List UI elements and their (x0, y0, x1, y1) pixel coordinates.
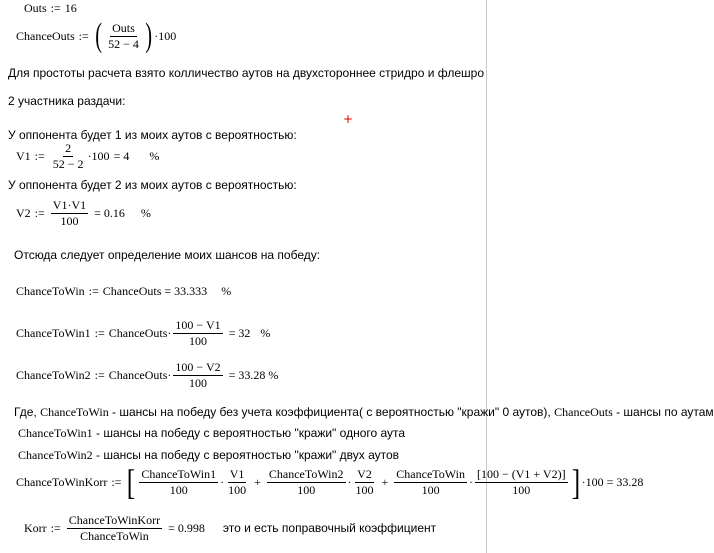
denominator: 100 (60, 213, 79, 228)
v2-var: V2 (16, 205, 31, 220)
denominator: 100 (512, 482, 531, 497)
korr-eq-var: ChanceToWinKorr (16, 474, 108, 489)
numerator: ChanceToWin2 (268, 466, 344, 481)
fraction (106, 22, 141, 51)
v2-equation[interactable] (16, 196, 151, 230)
korr-comment: это и есть поправочный коэффициент (222, 521, 437, 535)
text-region-v1[interactable]: У оппонента будет 1 из моих аутов с вероятностью: (8, 128, 297, 142)
fraction (475, 468, 568, 497)
left-bracket: [ (127, 462, 136, 502)
numerator: [100 − (V1 + V2)] (476, 466, 566, 481)
numerator: V1 (229, 466, 245, 481)
multiplier: ·100 (154, 28, 177, 43)
text-region-where[interactable] (14, 405, 714, 420)
fraction (267, 468, 346, 497)
numerator: ChanceToWin1 (141, 466, 217, 481)
chance-to-win2-var: ChanceToWin2 (16, 367, 91, 382)
result: = 33.28 % (228, 367, 279, 382)
denominator: 52 − 4 (108, 36, 139, 51)
assign-op: := (94, 325, 105, 340)
numerator: 100 − V2 (175, 359, 221, 374)
unit: % (221, 283, 232, 298)
numerator: V2 (357, 466, 372, 481)
factor: ChanceOuts· (108, 325, 172, 340)
denominator: 100 (189, 333, 208, 348)
result: = 32 (228, 325, 251, 340)
def-text: - шансы на победу с вероятностью "кражи" одного аута (92, 426, 406, 440)
left-paren: ( (95, 17, 102, 54)
fraction (139, 468, 218, 497)
multiplier: ·100 (87, 148, 110, 163)
text-region-ctw1-def[interactable] (18, 426, 405, 441)
crosshair-cursor-icon: + (343, 112, 354, 126)
outs-value: 16 (64, 0, 77, 15)
fraction (354, 468, 376, 497)
where-text-1: - шансы на победу без учета коэффициента( с вероятностью "кражи" 0 аутов), (108, 405, 551, 419)
assign-op: := (94, 367, 105, 382)
numerator: ChanceToWin (396, 466, 465, 481)
result: = 4 (113, 148, 130, 163)
fraction (67, 514, 162, 543)
where-prefix: Где, (14, 405, 37, 419)
v1-equation[interactable] (16, 140, 159, 172)
v1-var: V1 (16, 148, 31, 163)
chance-outs-var: ChanceOuts (16, 28, 75, 43)
denominator: ChanceToWin (80, 528, 149, 543)
fraction (173, 319, 222, 348)
assign-op: := (88, 283, 99, 298)
result: = 0.16 (94, 205, 125, 220)
result: = 0.998 (168, 520, 205, 535)
chance-to-win1-var: ChanceToWin1 (16, 325, 91, 340)
fraction (51, 199, 88, 228)
var-chance-to-win1: ChanceToWin1 (18, 426, 93, 440)
unit: % (140, 205, 151, 220)
outs-var: Outs (24, 0, 47, 15)
fraction (51, 142, 86, 171)
denominator: 52 − 2 (52, 156, 84, 171)
text-region-v2[interactable]: У оппонента будет 2 из моих аутов с вероятностью: (8, 178, 297, 192)
var-chance-to-win: ChanceToWin (40, 405, 109, 419)
result: ·100 = 33.28 (581, 474, 644, 489)
var-chance-to-win2: ChanceToWin2 (18, 448, 93, 462)
numerator: V1·V1 (52, 197, 87, 212)
rhs: ChanceOuts = 33.333 (102, 283, 208, 298)
denominator: 100 (189, 375, 208, 390)
fraction (173, 361, 222, 390)
chance-to-win-var: ChanceToWin (16, 283, 85, 298)
assign-op: := (34, 148, 45, 163)
denominator: 100 (228, 482, 247, 497)
korr-equation[interactable] (24, 511, 436, 545)
denominator: 100 (169, 482, 188, 497)
unit: % (149, 148, 160, 163)
text-region-ctw2-def[interactable] (18, 448, 399, 463)
assign-op: := (50, 520, 61, 535)
def-text: - шансы на победу с вероятностью "кражи" двух аутов (92, 448, 400, 462)
assign-op: := (34, 205, 45, 220)
chance-to-win-korr-equation[interactable]: ChanceToWinKorr := [ $\frac{\text{ChanceToWin1}}{100}$ · $\frac{V1}{100}$ + $\frac{\text{ChanceToWin2}}{100}$ · $\frac{V2}{100}$ + $\frac{\text{ChanceToWin}}{100}$ · $\frac{[100 - (V1 + V2)]}{100}$ ] ·100 = 33.28 (16, 462, 644, 502)
chance-to-win1-equation[interactable] (16, 316, 270, 350)
text-region-participants[interactable]: 2 участника раздачи: (8, 94, 126, 108)
denominator: 100 (421, 482, 440, 497)
fraction (226, 468, 248, 497)
assign-op: := (78, 28, 89, 43)
korr-var: Korr (24, 520, 47, 535)
chance-to-win-equation[interactable] (16, 283, 231, 299)
var-chance-outs: ChanceOuts (554, 405, 613, 419)
text-region-hence[interactable]: Отсюда следует определение моих шансов на победу: (14, 248, 321, 262)
plus-op: + (254, 474, 261, 489)
plus-op: + (381, 474, 389, 489)
numerator: 100 − V1 (175, 317, 221, 332)
numerator: ChanceToWinKorr (68, 512, 161, 527)
outs-equation[interactable] (24, 0, 77, 16)
text-region-simplicity[interactable]: Для простоты расчета взято колличество аутов на двухстороннее стридро и флешро (8, 66, 484, 80)
chance-to-win2-equation[interactable] (16, 358, 278, 392)
denominator: 100 (297, 482, 316, 497)
numerator: Outs (112, 20, 135, 35)
right-bracket: ] (571, 462, 580, 502)
denominator: 100 (355, 482, 374, 497)
assign-op: := (50, 0, 61, 15)
unit: % (260, 325, 271, 340)
where-text-2: - шансы по аутам (612, 405, 714, 419)
numerator: 2 (65, 140, 72, 155)
factor: ChanceOuts· (108, 367, 172, 382)
chance-outs-equation[interactable] (16, 18, 176, 54)
assign-op: := (111, 474, 122, 489)
right-paren: ) (145, 17, 152, 54)
fraction (394, 468, 467, 497)
